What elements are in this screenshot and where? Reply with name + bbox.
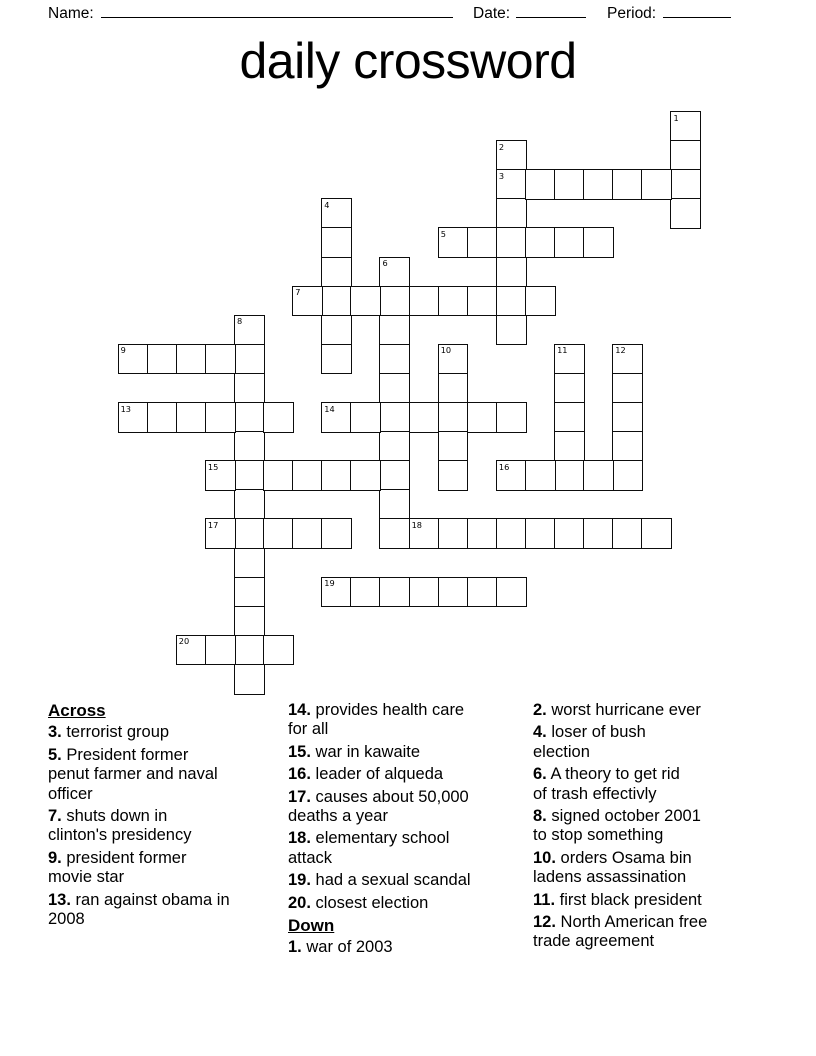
grid-cell[interactable] [554,227,585,258]
clue-number: 10. [533,848,556,867]
clue-13: 13. ran against obama in 2008 [48,890,230,929]
cell-number: 8 [236,316,243,327]
clue-3: 3. terrorist group [48,723,170,742]
grid-cell[interactable] [554,344,585,375]
grid-cell[interactable] [350,460,381,491]
grid-cell[interactable] [496,402,527,433]
grid-cell[interactable] [670,169,701,200]
grid-cell[interactable] [234,577,265,608]
grid-cell[interactable] [496,198,527,229]
grid-cell[interactable] [554,431,585,462]
grid-cell[interactable] [438,373,469,404]
grid-cell[interactable] [641,169,672,200]
grid-cell[interactable] [205,518,236,549]
grid-cell[interactable] [321,344,352,375]
grid-cell[interactable] [234,402,265,433]
grid-cell[interactable] [438,344,469,375]
grid-cell[interactable] [292,286,323,317]
grid-cell[interactable] [525,227,556,258]
grid-cell[interactable] [583,227,614,258]
cell-number: 9 [120,345,126,356]
grid-cell[interactable] [263,460,294,491]
grid-cell[interactable] [321,577,352,608]
grid-cell[interactable] [292,518,323,549]
grid-cell[interactable] [554,169,585,200]
grid-cell[interactable] [234,489,265,520]
clue-number: 14. [288,701,311,719]
crossword-grid [118,111,702,695]
cell-number: 19 [324,578,335,589]
clue-11: 11. first black president [533,890,702,909]
grid-cell[interactable] [467,518,498,549]
clue-number: 18. [288,829,311,848]
grid-cell[interactable] [234,664,265,695]
name-label: Name: [48,5,94,22]
grid-cell[interactable] [176,635,207,666]
grid-cell[interactable] [525,460,556,491]
cell-number: 12 [615,345,626,356]
grid-cell[interactable] [612,344,643,375]
grid-cell[interactable] [321,198,352,229]
grid-cell[interactable] [670,140,701,171]
grid-cell[interactable] [438,227,469,258]
grid-cell[interactable] [496,140,527,171]
cell-number: 14 [324,403,335,414]
cell-number: 18 [411,519,423,530]
grid-cell[interactable] [438,402,469,433]
clue-20: 20. closest election [288,893,429,912]
period-blank-line [663,2,731,18]
cell-number: 2 [498,141,505,152]
clues-column-1 [48,701,230,932]
grid-cell[interactable] [612,169,643,200]
cell-number: 11 [557,345,568,356]
cell-number: 16 [498,461,510,472]
clue-number: 8. [533,807,547,826]
date-field [473,2,586,23]
grid-cell[interactable] [583,518,614,549]
clue-number: 4. [533,723,547,742]
grid-cell[interactable] [467,227,498,258]
clue-14: 14. provides health care for all [288,701,465,739]
grid-cell[interactable] [612,373,643,404]
date-label: Date: [473,5,511,22]
page-title: daily crossword [239,33,577,89]
grid-cell[interactable] [670,198,701,229]
clue-number: 6. [533,765,547,784]
grid-cell[interactable] [292,460,323,491]
grid-cell[interactable] [670,111,701,142]
grid-cell[interactable] [379,373,410,404]
clue-9: 9. president former movie star [48,848,187,887]
grid-cell[interactable] [205,460,236,491]
clue-8: 8. signed october 2001 to stop something [533,807,701,845]
clue-18: 18. elementary school attack [288,829,450,867]
cell-number: 3 [498,170,505,181]
grid-cell[interactable] [496,577,527,608]
cell-number: 7 [295,287,301,298]
grid-cell[interactable] [612,460,643,491]
clue-2: 2. worst hurricane ever [533,701,701,719]
grid-cell[interactable] [321,286,352,317]
grid-cell[interactable] [234,635,265,666]
grid-cell[interactable] [379,315,410,346]
grid-cell[interactable] [438,577,469,608]
grid-cell[interactable] [525,286,556,317]
grid-cell[interactable] [612,431,643,462]
grid-cell[interactable] [496,460,527,491]
clue-number: 17. [288,787,311,806]
grid-cell[interactable] [147,344,178,375]
clue-16: 16. leader of alqueda [288,765,444,784]
clue-number: 2. [533,701,547,719]
grid-cell[interactable] [263,402,294,433]
grid-cell[interactable] [321,402,352,433]
clue-number: 13. [48,890,71,909]
grid-cell[interactable] [554,402,585,433]
grid-cell[interactable] [467,577,498,608]
grid-cell[interactable] [496,286,527,317]
grid-cell[interactable] [379,286,410,317]
grid-cell[interactable] [612,518,643,549]
grid-cell[interactable] [205,635,236,666]
grid-cell[interactable] [409,402,440,433]
clue-number: 3. [48,723,62,742]
grid-cell[interactable] [234,373,265,404]
grid-cell[interactable] [234,518,265,549]
grid-cell[interactable] [234,606,265,637]
cell-number: 10 [440,345,452,356]
grid-cell[interactable] [438,460,469,491]
name-field [48,2,453,23]
grid-cell[interactable] [263,518,294,549]
grid-cell[interactable] [409,518,440,549]
cell-number: 5 [440,228,446,239]
grid-cell[interactable] [379,431,410,462]
grid-cell[interactable] [263,635,294,666]
clues-heading-down: Down [288,916,335,936]
cell-number: 4 [324,199,330,210]
clues-column-3 [533,701,707,955]
grid-cell[interactable] [525,518,556,549]
grid-cell[interactable] [321,315,352,346]
grid-cell[interactable] [583,169,614,200]
grid-cell[interactable] [118,344,149,375]
date-blank-line [516,2,586,18]
grid-cell[interactable] [205,344,236,375]
clue-10: 10. orders Osama bin ladens assassination [533,848,692,887]
clue-number: 16. [288,765,311,784]
grid-cell[interactable] [438,286,469,317]
grid-cell[interactable] [467,286,498,317]
clues-column-2 [288,701,471,961]
clue-number: 12. [533,913,556,932]
cell-number: 13 [120,403,132,414]
clue-number: 7. [48,807,62,826]
grid-cell[interactable] [496,257,527,288]
grid-cell[interactable] [379,518,410,549]
grid-cell[interactable] [321,227,352,258]
grid-cell[interactable] [554,460,585,491]
grid-cell[interactable] [641,518,672,549]
grid-cell[interactable] [350,577,381,608]
grid-cell[interactable] [321,257,352,288]
clue-19: 19. had a sexual scandal [288,871,471,890]
grid-cell[interactable] [234,460,265,491]
grid-cell[interactable] [176,344,207,375]
clue-7: 7. shuts down in clinton's presidency [48,807,192,845]
grid-cell[interactable] [379,460,410,491]
grid-cell[interactable] [438,431,469,462]
grid-cell[interactable] [612,402,643,433]
cell-number: 17 [207,519,219,530]
grid-cell[interactable] [554,518,585,549]
grid-cell[interactable] [409,577,440,608]
period-field [607,2,731,23]
cell-number: 15 [207,461,219,472]
grid-cell[interactable] [118,402,149,433]
cell-number: 1 [673,112,679,123]
clue-number: 11. [533,890,556,909]
grid-cell[interactable] [379,344,410,375]
clue-6: 6. A theory to get rid of trash effectivly [533,765,680,803]
cell-number: 20 [178,636,190,647]
grid-cell[interactable] [409,286,440,317]
grid-cell[interactable] [379,402,410,433]
grid-cell[interactable] [467,402,498,433]
clue-number: 5. [48,745,62,764]
clue-number: 15. [288,742,311,761]
clue-1: 1. war of 2003 [288,938,393,957]
grid-cell[interactable] [496,518,527,549]
grid-cell[interactable] [496,315,527,346]
grid-cell[interactable] [147,402,178,433]
clue-4: 4. loser of bush election [533,723,646,761]
grid-cell[interactable] [496,169,527,200]
grid-cell[interactable] [234,315,265,346]
grid-cell[interactable] [350,286,381,317]
grid-cell[interactable] [234,548,265,579]
grid-cell[interactable] [205,402,236,433]
clue-12: 12. North American free trade agreement [533,913,708,951]
clue-15: 15. war in kawaite [288,742,421,761]
grid-cell[interactable] [321,518,352,549]
grid-cell[interactable] [379,489,410,520]
grid-cell[interactable] [321,460,352,491]
grid-cell[interactable] [176,402,207,433]
clue-number: 20. [288,893,311,912]
name-blank-line [101,2,453,18]
grid-cell[interactable] [496,227,527,258]
clue-number: 19. [288,871,311,890]
clues-heading-across: Across [48,701,106,720]
grid-cell[interactable] [379,577,410,608]
clue-5: 5. President former penut farmer and naval officer [48,745,218,803]
clue-number: 9. [48,848,62,867]
clue-17: 17. causes about 50,000 deaths a year [288,787,469,826]
grid-cell[interactable] [554,373,585,404]
grid-cell[interactable] [438,518,469,549]
period-label: Period: [607,5,657,22]
grid-cell[interactable] [525,169,556,200]
clue-number: 1. [288,938,302,957]
grid-cell[interactable] [350,402,381,433]
cell-number: 6 [382,258,388,268]
grid-cell[interactable] [234,431,265,462]
grid-cell[interactable] [234,344,265,375]
grid-cell[interactable] [583,460,614,491]
grid-cell[interactable] [379,257,410,288]
